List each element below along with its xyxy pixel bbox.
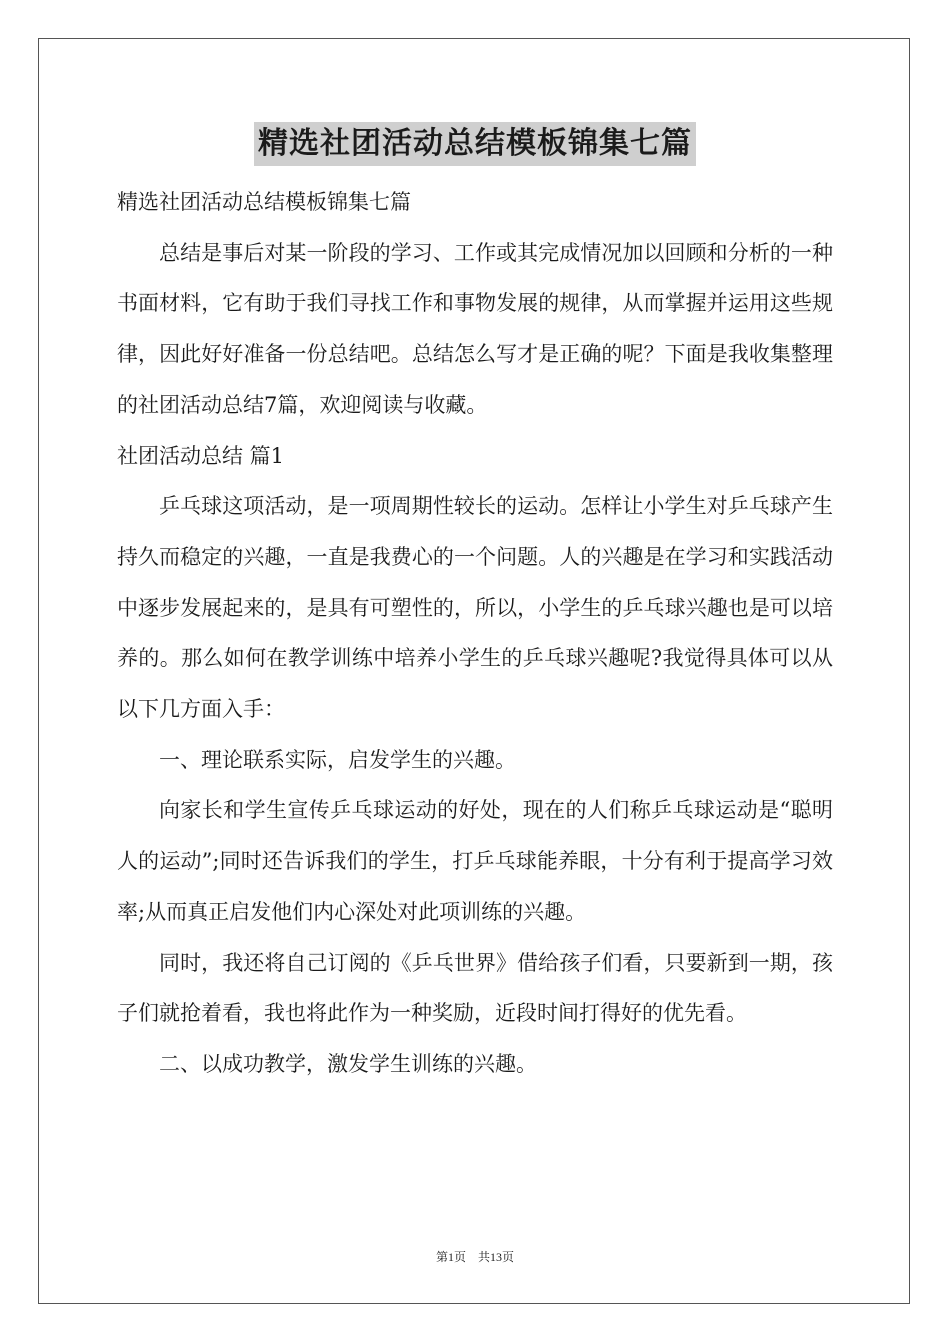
title-container (0, 122, 950, 166)
body-paragraph: 向家长和学生宣传乒乓球运动的好处，现在的人们称乒乓球运动是“聪明人的运动”;同时还告诉我们的学生，打乒乓球能养眼，十分有利于提高学习效率;从而真正启发他们内心深处对此项训练的兴趣。 (117, 798, 833, 924)
document-subtitle: 精选社团活动总结模板锦集七篇 (117, 190, 411, 214)
point-heading: 二、以成功教学，激发学生训练的兴趣。 (159, 1051, 537, 1076)
intro-paragraph: 总结是事后对某一阶段的学习、工作或其完成情况加以回顾和分析的一种书面材料，它有助于我们寻找工作和事物发展的规律，从而掌握并运用这些规律，因此好好准备一份总结吧。总结怎么写才是正确的呢？下面是我收集整理的社团活动总结7篇，欢迎阅读与收藏。 (117, 240, 833, 417)
body-paragraph: 同时，我还将自己订阅的《乒乓世界》借给孩子们看，只要新到一期，孩子们就抢着看，我也将此作为一种奖励，近段时间打得好的优先看。 (117, 950, 833, 1026)
document-body (117, 177, 833, 1090)
page-number-footer: 第1页 共13页 (435, 1250, 514, 1264)
section-heading: 社团活动总结 篇1 (117, 443, 285, 468)
document-title: 精选社团活动总结模板锦集七篇 (254, 122, 696, 166)
point-heading: 一、理论联系实际，启发学生的兴趣。 (159, 747, 516, 772)
body-paragraph: 乒乓球这项活动，是一项周期性较长的运动。怎样让小学生对乒乓球产生持久而稳定的兴趣，一直是我费心的一个问题。人的兴趣是在学习和实践活动中逐步发展起来的，是具有可塑性的，所以，小学生的乒乓球兴趣也是可以培养的。那么如何在教学训练中培养小学生的乒乓球兴趣呢?我觉得具体可以从以下几方面入手： (117, 494, 833, 722)
